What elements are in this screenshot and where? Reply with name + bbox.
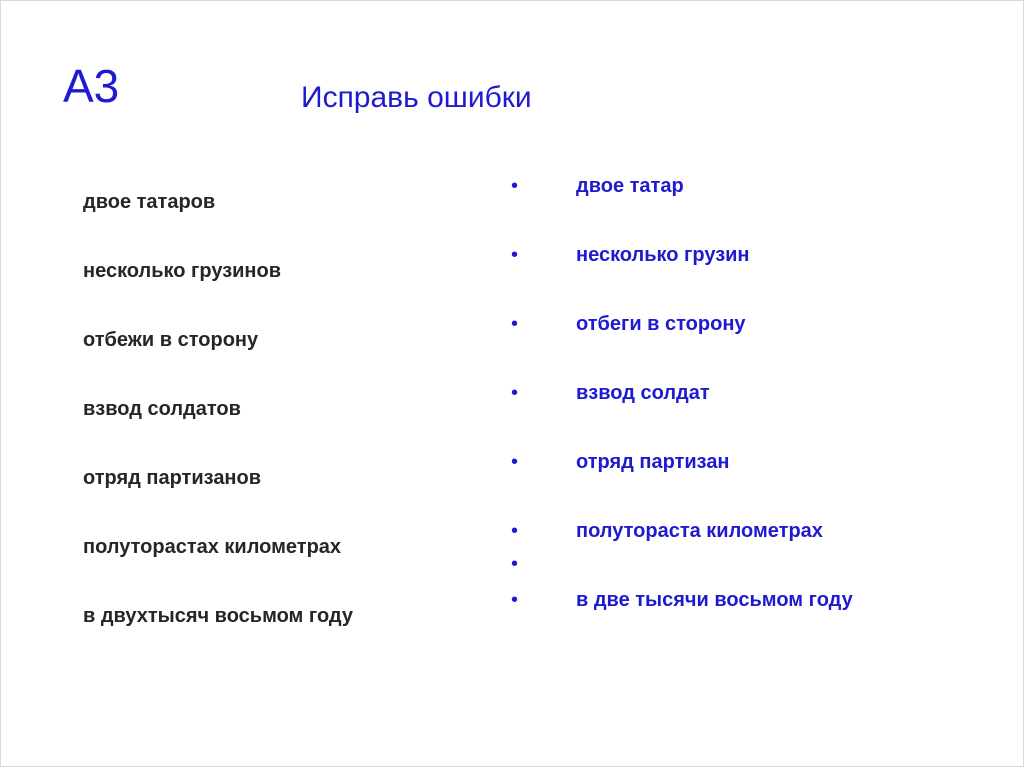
bullet-icon: • [511,589,519,611]
bullet-icon: • [511,382,519,404]
corrected-phrase: в две тысячи восьмом году [576,589,853,611]
wrong-phrase: двое татаров [83,191,216,213]
wrong-phrases-list [83,187,353,670]
bullet-icon: • [511,553,519,575]
corrected-phrase: отбеги в сторону [576,313,746,335]
bullet-icon: • [511,451,519,473]
bullet-icon: • [511,520,519,542]
wrong-phrase: отбежи в сторону [83,329,259,351]
bullet-icon: • [511,244,519,266]
wrong-phrase: полуторастах километрах [83,536,342,558]
corrected-phrase: полутораста километрах [576,520,823,542]
wrong-phrase: отряд партизанов [83,467,262,489]
slide-title: Исправь ошибки [301,81,532,114]
corrected-phrase: взвод солдат [576,382,710,404]
bullet-icon: • [511,175,519,197]
wrong-phrase: в двухтысяч восьмом году [83,605,353,627]
wrong-phrase: несколько грузинов [83,260,282,282]
slide-code: А3 [63,60,120,112]
corrected-phrase: отряд партизан [576,451,730,473]
bullet-icon: • [511,313,519,335]
wrong-phrase: взвод солдатов [83,398,241,420]
corrected-phrase: двое татар [576,175,684,197]
corrected-phrase: несколько грузин [576,244,750,266]
